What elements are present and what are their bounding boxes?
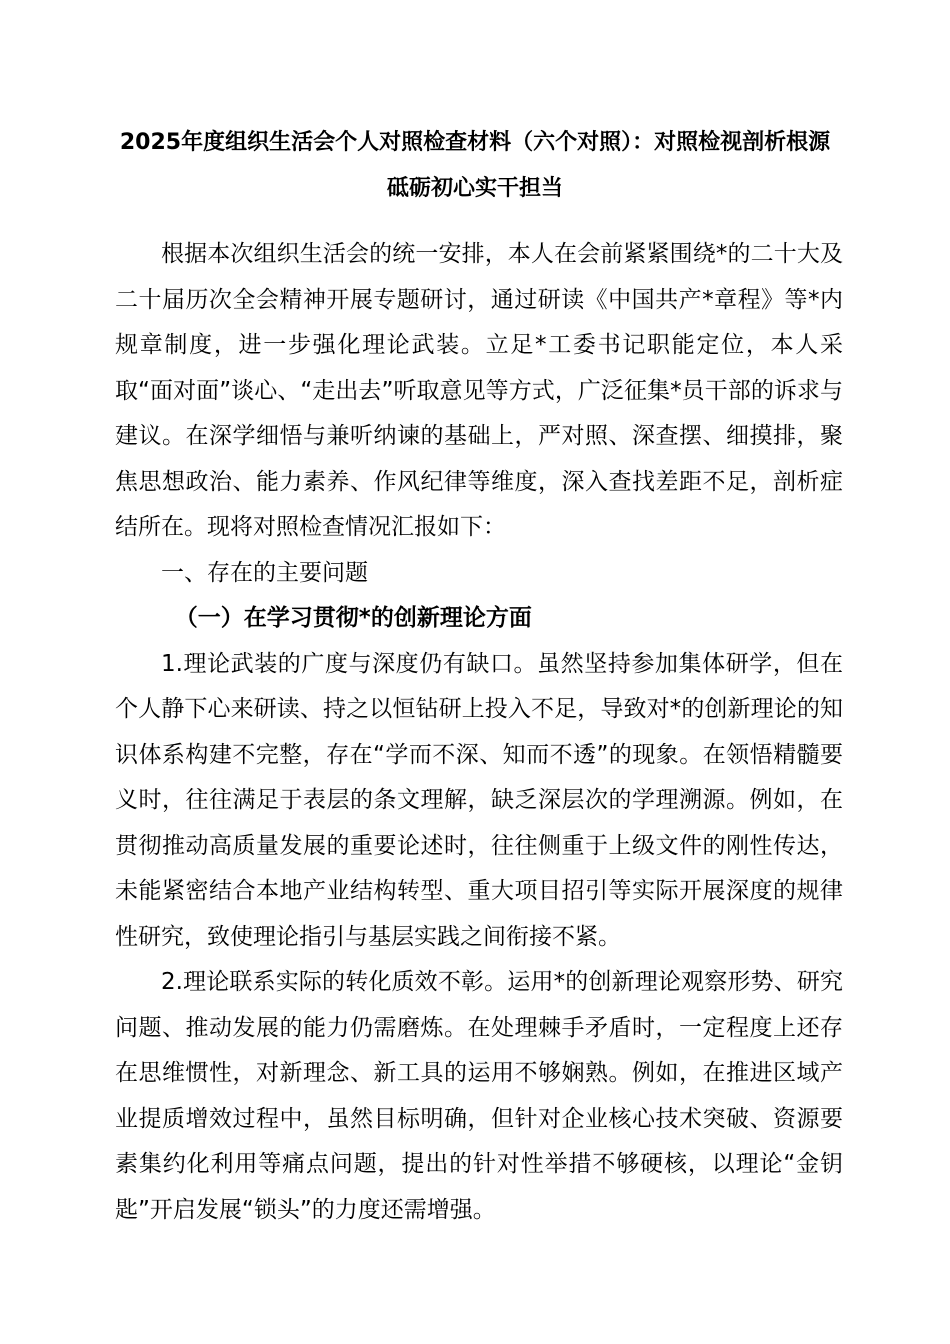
section-heading: 一、存在的主要问题 <box>161 559 368 586</box>
subsection-heading: （一）在学习贯彻*的创新理论方面 <box>174 605 532 631</box>
item-paragraph-2: 2.理论联系实际的转化质效不彰。运用*的创新理论观察形势、研究问题、推动发展的能力仍需磨炼。在处理棘手矛盾时，一定程度上还存在思维惯性，对新理念、新工具的运用不够娴熟。例如，在推进区域产业提质增效过程中，虽然目标明确，但针对企业核心技术突破、资源要素集约化利用等痛点问题，提出的针对性举措不够硬核，以理论“金钥匙”开启发展“锁头”的力度还需增强。 <box>115 969 843 1223</box>
intro-paragraph: 根据本次组织生活会的统一安排，本人在会前紧紧围绕*的二十大及二十届历次全会精神开展专题研讨，通过研读《中国共产*章程》等*内规章制度，进一步强化理论武装。立足*工委书记职能定位，本人采取“面对面”谈心、“走出去”听取意见等方式，广泛征集*员干部的诉求与建议。在深学细悟与兼听纳谏的基础上，严对照、深查摆、细摸排，聚焦思想政治、能力素养、作风纪律等维度，深入查找差距不足，剖析症结所在。现将对照检查情况汇报如下： <box>115 241 844 540</box>
document-body <box>115 232 843 1233</box>
document-title: 2025年度组织生活会个人对照检查材料（六个对照）：对照检视剖析根源 砥砺初心实干担当 <box>119 130 831 201</box>
item-paragraph-1: 1.理论武装的广度与深度仍有缺口。虽然坚持参加集体研学，但在个人静下心来研读、持之以恒钻研上投入不足，导致对*的创新理论的知识体系构建不完整，存在“学而不深、知而不透”的现象。在领悟精髓要义时，往往满足于表层的条文理解，缺乏深层次的学理溯源。例如，在贯彻推动高质量发展的重要论述时，往往侧重于上级文件的刚性传达，未能紧密结合本地产业结构转型、重大项目招引等实际开展深度的规律性研究，致使理论指引与基层实践之间衔接不紧。 <box>115 650 843 950</box>
